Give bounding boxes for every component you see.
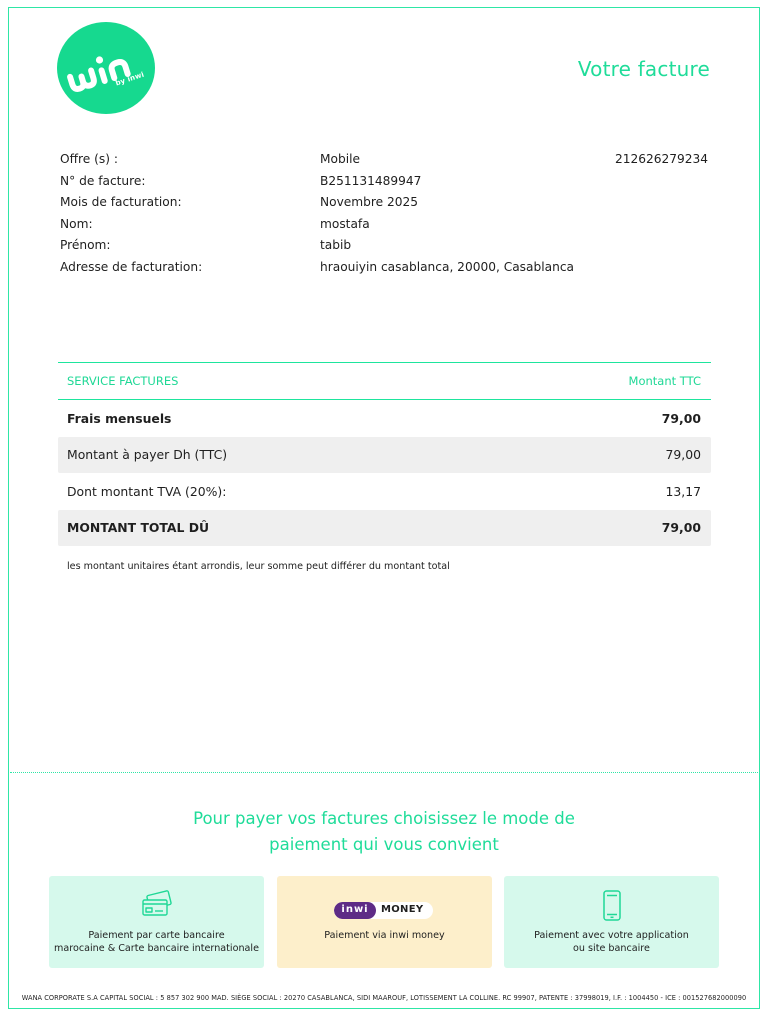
row-label: Montant à payer Dh (TTC)	[67, 447, 228, 463]
inwi-money-badge-left: inwi	[334, 902, 376, 919]
info-value: mostafa	[320, 216, 370, 231]
info-label: Adresse de facturation:	[60, 259, 203, 274]
info-value: tabib	[320, 238, 352, 252]
info-row-billing-address	[60, 260, 710, 282]
row-label: Frais mensuels	[67, 410, 172, 426]
payment-heading	[0, 806, 768, 858]
payment-heading-line2: paiement qui vous convient	[269, 835, 499, 854]
logo-subtext: by inwi	[114, 70, 146, 88]
payment-card-inwi-money[interactable]	[277, 876, 492, 968]
info-label: Prénom:	[60, 238, 111, 252]
info-label: Offre (s) :	[60, 152, 118, 166]
invoice-info	[60, 152, 710, 281]
page-title: Votre facture	[577, 57, 710, 81]
payment-card-line: ou site bancaire	[573, 942, 650, 954]
info-label: Mois de facturation:	[60, 195, 182, 209]
info-label: N° de facture:	[60, 173, 146, 188]
table-row-amount-due	[58, 437, 711, 474]
info-row-offer	[60, 152, 710, 174]
rounding-note: les montant unitaires étant arrondis, leur somme peut différer du montant total	[67, 561, 450, 572]
smartphone-icon	[600, 890, 624, 922]
payment-heading-line1: Pour payer vos factures choisissez le mode de	[193, 809, 575, 828]
win-logo-icon	[57, 22, 155, 114]
info-value: Novembre 2025	[320, 195, 419, 209]
billing-table	[58, 362, 711, 572]
info-value: B251131489947	[320, 173, 422, 188]
row-label: MONTANT TOTAL DÛ	[67, 520, 210, 536]
info-value: Mobile	[320, 152, 360, 166]
inwi-money-logo	[334, 902, 433, 919]
row-amount: 79,00	[661, 520, 701, 536]
info-label: Nom:	[60, 216, 93, 231]
info-row-first-name	[60, 238, 710, 260]
row-label: Dont montant TVA (20%):	[67, 483, 227, 499]
payment-card-text	[53, 930, 260, 955]
payment-options	[49, 876, 719, 968]
table-header	[58, 362, 711, 400]
section-divider	[10, 772, 758, 773]
info-row-invoice-number	[60, 174, 710, 196]
payment-card-line: Paiement par carte bancaire	[88, 930, 225, 941]
row-amount: 13,17	[665, 483, 701, 499]
payment-card-line: Paiement via inwi money	[324, 930, 445, 941]
legal-footer: WANA CORPORATE S.A CAPITAL SOCIAL : 5 857 302 900 MAD. SIÈGE SOCIAL : 20270 CASABLANCA, SIDI MAAROUF, LOTISSEMENT LA COLLINE. RC 99907, PATENTE : 37998019, I.F. : 1004450 - ICE : 001527682000090	[21, 994, 747, 1002]
info-value: hraouiyin casablanca, 20000, Casablanca	[320, 259, 574, 274]
inwi-money-badge-right: MONEY	[381, 904, 424, 916]
table-row-monthly-fees	[58, 400, 711, 437]
payment-card-line: Paiement avec votre application	[534, 930, 689, 941]
payment-card-bank-card[interactable]	[49, 876, 264, 968]
table-row-vat	[58, 473, 711, 510]
payment-card-line: marocaine & Carte bancaire internationale	[54, 942, 259, 954]
phone-number: 212626279234	[614, 152, 708, 166]
payment-card-text	[508, 930, 715, 955]
win-by-inwi-logo	[57, 22, 155, 114]
column-header-service: SERVICE FACTURES	[67, 374, 179, 388]
table-row-total-due	[58, 510, 711, 547]
column-header-amount: Montant TTC	[628, 374, 701, 388]
row-amount: 79,00	[661, 410, 701, 426]
info-row-last-name	[60, 217, 710, 239]
credit-card-icon	[140, 890, 174, 920]
payment-card-bank-app[interactable]	[504, 876, 719, 968]
row-amount: 79,00	[665, 447, 701, 463]
payment-card-text	[281, 930, 488, 943]
info-row-billing-month	[60, 195, 710, 217]
